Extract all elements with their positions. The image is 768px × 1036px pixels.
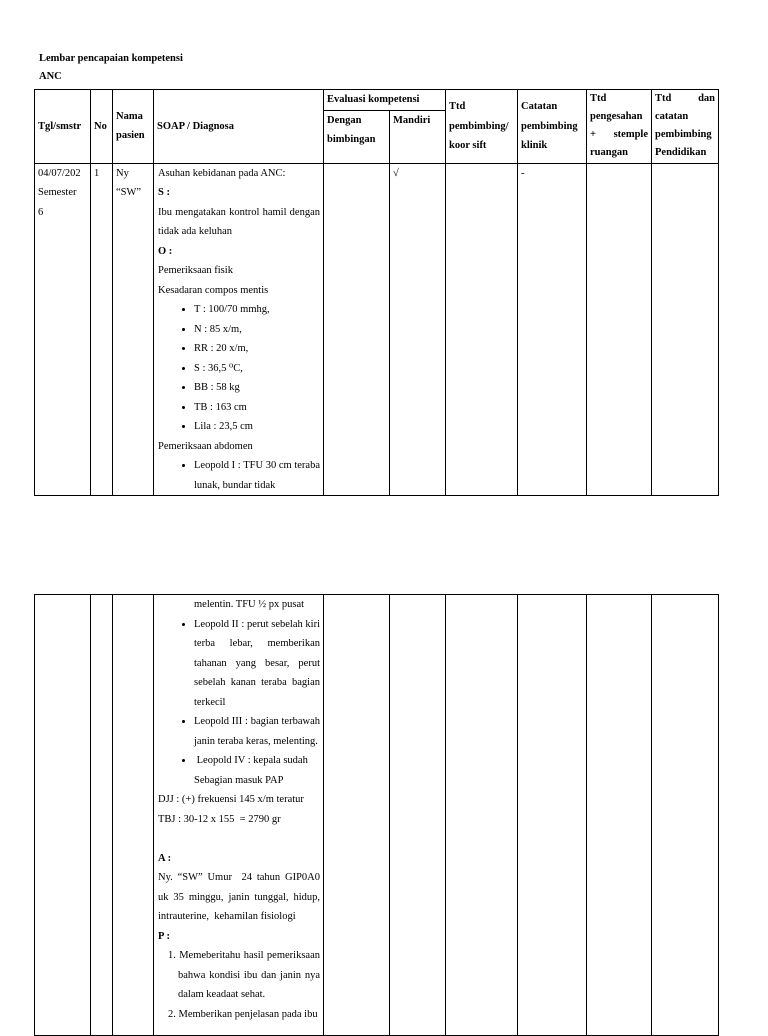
soap-a-text: Ny. “SW” Umur 24 tahun GIP0A0 uk 35 minggu, janin tunggal, hidup, intrauterine, kehamilan fisiologi bbox=[158, 872, 323, 922]
header-no: No bbox=[91, 90, 113, 164]
soap-kesadaran: Kesadaran compos mentis bbox=[158, 284, 269, 296]
nama-line1: Ny bbox=[116, 167, 129, 179]
header-ttd-pengesahan-stemple: stemple bbox=[613, 129, 648, 140]
cell-ttd-pendidikan bbox=[652, 595, 719, 1036]
leopold1-continuation: melentin. TFU ½ px pusat bbox=[194, 599, 305, 610]
soap-pemeriksaan-abdomen: Pemeriksaan abdomen bbox=[158, 440, 253, 452]
document-subtitle: ANC bbox=[39, 71, 62, 82]
soap-s-label: S : bbox=[158, 187, 170, 198]
header-dengan-line2: bimbingan bbox=[327, 134, 376, 145]
table-row bbox=[35, 595, 719, 1036]
list-item: • Lila : 23,5 cm bbox=[194, 417, 320, 437]
list-item: • TB : 163 cm bbox=[194, 398, 320, 418]
header-catatan-line1: Catatan bbox=[521, 101, 558, 112]
soap-p-label: P : bbox=[158, 930, 170, 942]
tgl-line2: Semester bbox=[38, 187, 77, 198]
cell-nama bbox=[113, 163, 154, 496]
header-ttd-dan-dan: dan bbox=[698, 93, 715, 104]
header-ttd-catatan-pendidikan bbox=[652, 90, 719, 164]
header-ttd-pembimbing-line3: koor sift bbox=[449, 140, 487, 151]
competency-table-page-1 bbox=[34, 89, 719, 496]
soap-djj: DJJ : (+) frekuensi 145 x/m teratur bbox=[158, 794, 304, 805]
tgl-line1: 04/07/202 bbox=[38, 167, 81, 179]
list-item: • BB : 58 kg bbox=[194, 378, 320, 398]
header-catatan-line3: klinik bbox=[521, 140, 548, 151]
tgl-line3: 6 bbox=[38, 206, 44, 218]
spacer bbox=[158, 829, 320, 849]
soap-tbj: TBJ : 30-12 x 155 = 2790 gr bbox=[158, 813, 281, 825]
header-catatan-pembimbing bbox=[518, 90, 587, 164]
header-ttd-pengesahan-line2: pengesahan bbox=[590, 111, 643, 122]
cell-dengan-bimbingan bbox=[324, 163, 390, 496]
header-tgl: Tgl/smstr bbox=[35, 90, 91, 164]
cell-catatan bbox=[518, 595, 587, 1036]
header-dengan-bimbingan bbox=[324, 110, 390, 163]
header-ttd-pembimbing bbox=[446, 90, 518, 164]
cell-ttd-pendidikan bbox=[652, 163, 719, 496]
cell-ttd-pengesahan bbox=[587, 595, 652, 1036]
list-item bbox=[194, 712, 320, 751]
soap-intro: Asuhan kebidanan pada ANC: bbox=[158, 167, 286, 179]
cell-soap bbox=[154, 595, 324, 1036]
soap-a-label: A : bbox=[158, 852, 172, 864]
document-title: Lembar pencapaian kompetensi bbox=[39, 53, 183, 64]
list-item: • T : 100/70 mmhg, bbox=[194, 300, 320, 320]
leopold-list bbox=[158, 615, 320, 791]
cell-tgl bbox=[35, 163, 91, 496]
cell-soap bbox=[154, 163, 324, 496]
cell-tgl bbox=[35, 595, 91, 1036]
list-item: • S : 36,5 ⁰C, bbox=[194, 359, 320, 379]
plan-list bbox=[158, 946, 320, 1024]
header-ttd-pembimbing-line1: Ttd bbox=[449, 101, 466, 112]
leopold3-text: • Leopold III : bagian terbawah janin teraba keras, melenting. bbox=[194, 716, 320, 747]
list-item bbox=[194, 456, 320, 495]
header-ttd-dan-line4: Pendidikan bbox=[655, 147, 707, 158]
header-ttd-dan-line3: pembimbing bbox=[655, 129, 712, 140]
header-catatan-line2: pembimbing bbox=[521, 120, 578, 132]
cell-nama bbox=[113, 595, 154, 1036]
soap-pemeriksaan-fisik: Pemeriksaan fisik bbox=[158, 265, 233, 276]
list-item bbox=[194, 751, 320, 790]
leopold1-text: • Leopold I : TFU 30 cm teraba lunak, bundar tidak bbox=[194, 460, 320, 491]
header-nama bbox=[113, 90, 154, 164]
competency-table-page-2 bbox=[34, 594, 719, 1036]
list-item: 1. Memeberitahu hasil pemeriksaan bahwa kondisi ibu dan janin nya dalam keadaat sehat. bbox=[168, 950, 320, 1000]
soap-s-text: Ibu mengatakan kontrol hamil dengan tidak ada keluhan bbox=[158, 206, 320, 237]
table-row bbox=[35, 163, 719, 496]
header-nama-line2: pasien bbox=[116, 130, 145, 142]
leopold4-text: • Leopold IV : kepala sudah Sebagian masuk PAP bbox=[194, 755, 311, 786]
header-mandiri: Mandiri bbox=[390, 110, 446, 163]
list-item: • N : 85 x/m, bbox=[194, 320, 320, 340]
list-item: • RR : 20 x/m, bbox=[194, 339, 320, 359]
header-ttd-pengesahan-plus: + bbox=[590, 129, 596, 140]
cell-no: 1 bbox=[91, 163, 113, 496]
cell-dengan-bimbingan bbox=[324, 595, 390, 1036]
header-ttd-pembimbing-line2: pembimbing/ bbox=[449, 120, 509, 132]
nama-line2: “SW” bbox=[116, 187, 142, 198]
list-item bbox=[194, 615, 320, 713]
leopold2-text: • Leopold II : perut sebelah kiri terba lebar, memberikan tahanan yang besar, perut sebelah kanan teraba bagian terkecil bbox=[194, 618, 320, 708]
header-ttd-pengesahan-line1: Ttd bbox=[590, 93, 607, 104]
cell-mandiri-check: √ bbox=[390, 163, 446, 496]
header-ttd-dan-ttd: Ttd bbox=[655, 93, 672, 104]
header-ttd-pengesahan-line4: ruangan bbox=[590, 147, 628, 158]
header-ttd-dan-line2: catatan bbox=[655, 111, 689, 122]
cell-no bbox=[91, 595, 113, 1036]
cell-ttd-pengesahan bbox=[587, 163, 652, 496]
soap-o-label: O : bbox=[158, 245, 173, 257]
vitals-list bbox=[158, 300, 320, 437]
cell-ttd-pembimbing bbox=[446, 163, 518, 496]
list-item: 2. Memberikan penjelasan pada ibu bbox=[168, 1008, 318, 1020]
cell-ttd-pembimbing bbox=[446, 595, 518, 1036]
header-ttd-pengesahan bbox=[587, 90, 652, 164]
cell-catatan: - bbox=[518, 163, 587, 496]
header-evaluasi: Evaluasi kompetensi bbox=[324, 90, 446, 111]
header-nama-line1: Nama bbox=[116, 110, 143, 122]
cell-mandiri bbox=[390, 595, 446, 1036]
header-dengan-line1: Dengan bbox=[327, 114, 362, 126]
leopold-list-start bbox=[158, 456, 320, 495]
header-soap: SOAP / Diagnosa bbox=[154, 90, 324, 164]
